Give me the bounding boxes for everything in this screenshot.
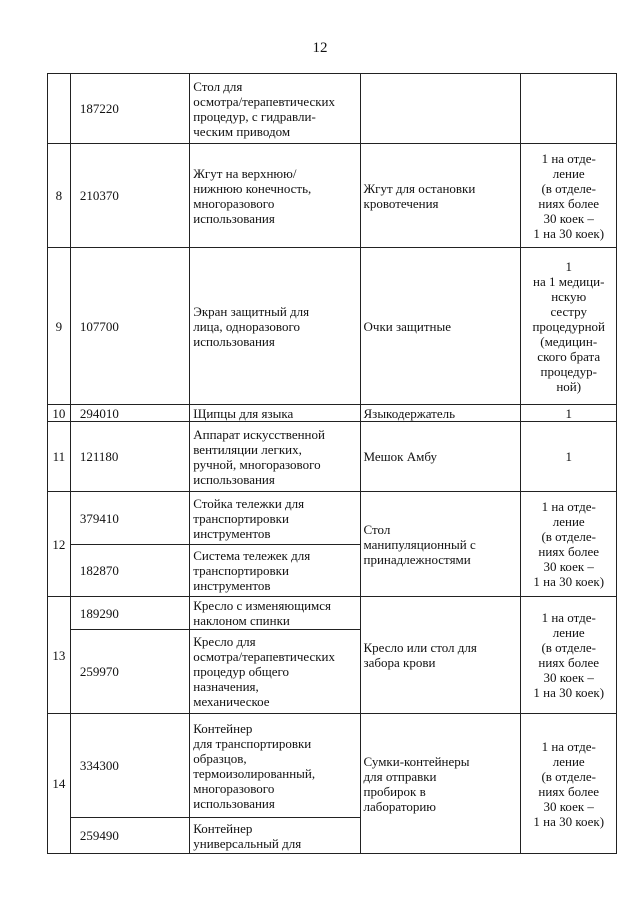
item-analog: Языкодержатель (360, 405, 521, 422)
item-code: 182870 (70, 545, 189, 597)
table-row (48, 597, 617, 630)
item-analog: Стол манипуляционный с принадлежностями (360, 492, 521, 597)
item-name: Стол для осмотра/терапевтических процедур, с гидравли- ческим приводом (190, 74, 360, 144)
row-number: 10 (48, 405, 71, 422)
table-row (48, 144, 617, 248)
item-name: Экран защитный для лица, одноразового использования (190, 248, 360, 405)
row-number: 9 (48, 248, 71, 405)
table-row (48, 405, 617, 422)
item-code: 107700 (70, 248, 189, 405)
row-number: 14 (48, 714, 71, 854)
item-quantity: 1 (521, 405, 617, 422)
item-code: 379410 (70, 492, 189, 545)
item-analog: Сумки-контейнеры для отправки пробирок в лабораторию (360, 714, 521, 854)
table-row (48, 492, 617, 545)
item-name: Аппарат искусственной вентиляции легких, ручной, многоразового использования (190, 422, 360, 492)
equipment-table (47, 73, 617, 854)
item-name: Система тележек для транспортировки инструментов (190, 545, 360, 597)
item-name: Щипцы для языка (190, 405, 360, 422)
item-code: 259490 (70, 818, 189, 854)
item-analog: Кресло или стол для забора крови (360, 597, 521, 714)
item-analog: Жгут для остановки кровотечения (360, 144, 521, 248)
item-name: Контейнер универсальный для (190, 818, 360, 854)
item-quantity: 1 на отде- ление (в отделе- ниях более 30 коек – 1 на 30 коек) (521, 714, 617, 854)
item-analog: Мешок Амбу (360, 422, 521, 492)
item-name: Контейнер для транспортировки образцов, термоизолированный, многоразового использования (190, 714, 360, 818)
table-row (48, 248, 617, 405)
row-number (48, 74, 71, 144)
item-code: 210370 (70, 144, 189, 248)
table-row (48, 422, 617, 492)
table-row (48, 714, 617, 818)
item-name: Стойка тележки для транспортировки инструментов (190, 492, 360, 545)
item-quantity: 1 (521, 422, 617, 492)
item-quantity: 1 на отде- ление (в отделе- ниях более 30 коек – 1 на 30 коек) (521, 597, 617, 714)
table-row (48, 74, 617, 144)
item-quantity: 1 на отде- ление (в отделе- ниях более 30 коек – 1 на 30 коек) (521, 144, 617, 248)
item-name: Кресло для осмотра/терапевтических процедур общего назначения, механическое (190, 630, 360, 714)
item-analog (360, 74, 521, 144)
item-quantity: 1 на отде- ление (в отделе- ниях более 30 коек – 1 на 30 коек) (521, 492, 617, 597)
page-number: 12 (312, 40, 328, 56)
item-analog: Очки защитные (360, 248, 521, 405)
item-quantity: 1 на 1 медици- нскую сестру процедурной (медицин- ского брата процедур- ной) (521, 248, 617, 405)
row-number: 12 (48, 492, 71, 597)
row-number: 8 (48, 144, 71, 248)
item-name: Кресло с изменяющимся наклоном спинки (190, 597, 360, 630)
item-code: 189290 (70, 597, 189, 630)
item-code: 187220 (70, 74, 189, 144)
item-quantity (521, 74, 617, 144)
item-name: Жгут на верхнюю/ нижнюю конечность, многоразового использования (190, 144, 360, 248)
row-number: 11 (48, 422, 71, 492)
item-code: 294010 (70, 405, 189, 422)
item-code: 259970 (70, 630, 189, 714)
item-code: 334300 (70, 714, 189, 818)
item-code: 121180 (70, 422, 189, 492)
row-number: 13 (48, 597, 71, 714)
